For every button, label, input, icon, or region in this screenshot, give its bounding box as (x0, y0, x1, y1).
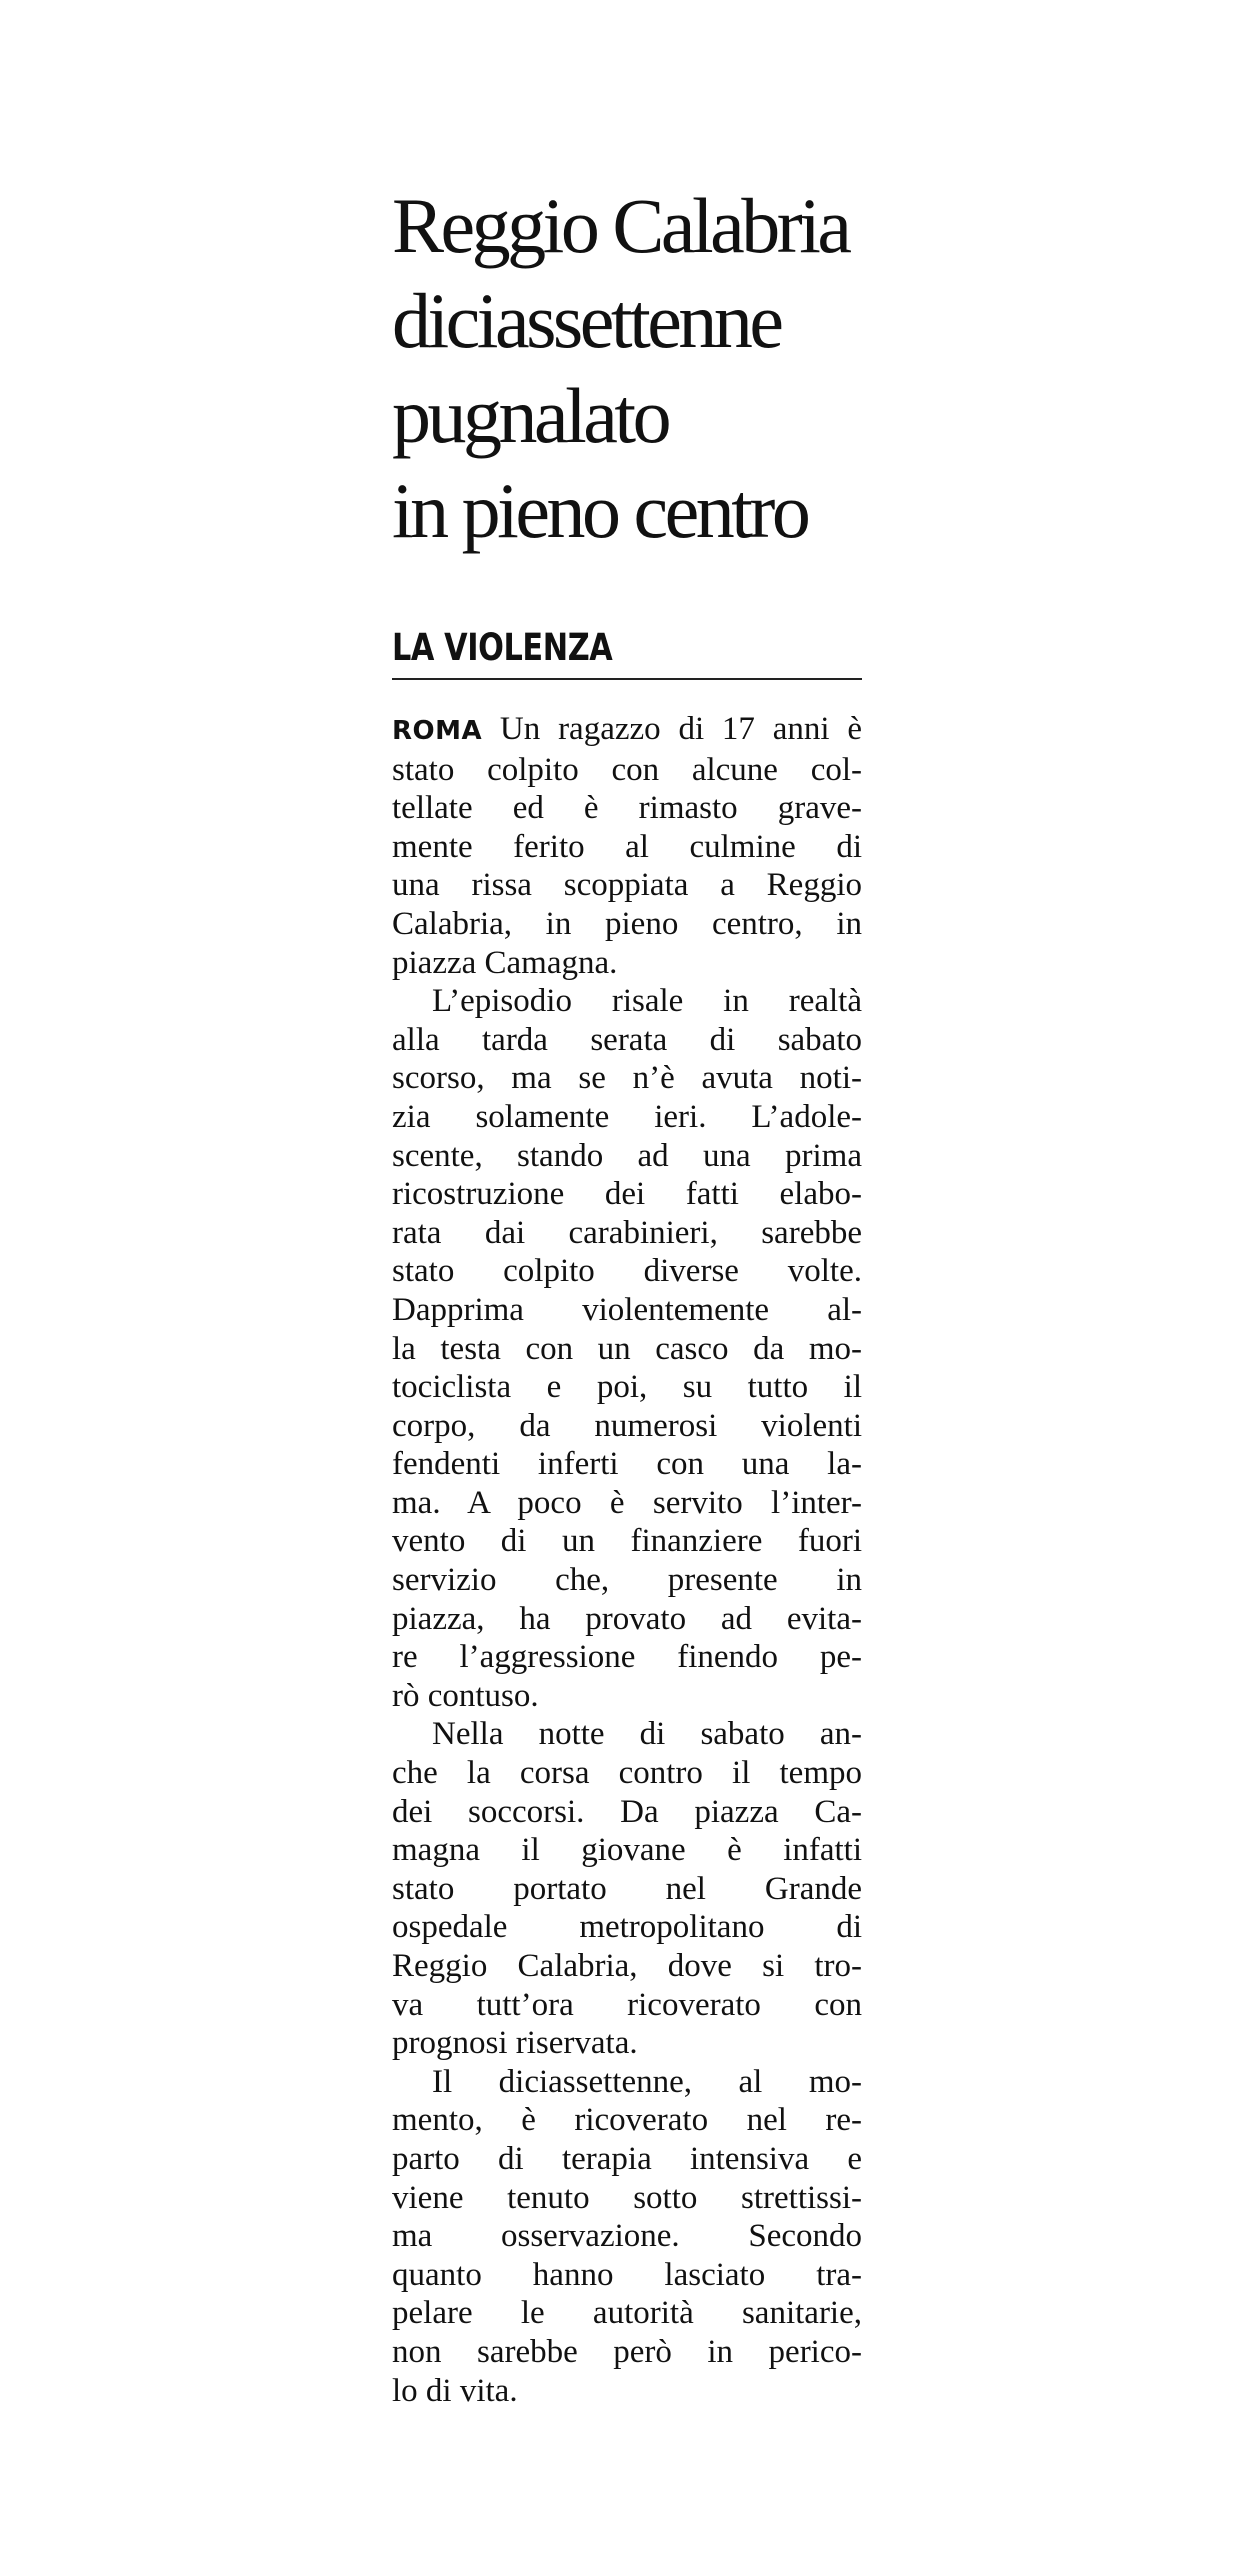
text-line: Nella notte di sabato an- (432, 1716, 862, 1753)
text-line: pelare le autorità sanitarie, (392, 2295, 862, 2332)
kicker-rule (392, 624, 862, 680)
text-line: magna il giovane è infatti (392, 1832, 862, 1869)
text-line: tellate ed è rimasto grave- (392, 790, 862, 827)
text-line: piazza, ha provato ad evita- (392, 1600, 862, 1637)
headline-line: in pieno centro (392, 467, 808, 554)
headline-line: pugnalato (392, 372, 669, 459)
article (392, 178, 862, 2410)
text-line: tociclista e poi, su tutto il (392, 1369, 862, 1406)
text-line: lo di vita. (392, 2372, 518, 2409)
text-line: rata dai carabinieri, sarebbe (392, 1214, 862, 1251)
text-line: zia solamente ieri. L’adole- (392, 1098, 862, 1135)
paragraph (392, 710, 862, 982)
text-line: viene tenuto sotto strettissi- (392, 2179, 862, 2216)
text-line: ma osservazione. Secondo (392, 2218, 862, 2255)
text-line: Il diciassettenne, al mo- (432, 2063, 862, 2100)
headline-line: Reggio Calabria (392, 182, 849, 269)
text-line: ospedale metropolitano di (392, 1909, 862, 1946)
text-line: dei soccorsi. Da piazza Ca- (392, 1793, 862, 1830)
text-line: Reggio Calabria, dove si tro- (392, 1948, 862, 1984)
text-line: parto di terapia intensiva e (392, 2140, 862, 2177)
headline-line: diciassettenne (392, 277, 781, 364)
text-line: Calabria, in pieno centro, in (392, 905, 862, 942)
text-line: rò contuso. (392, 1677, 539, 1714)
text-line: L’episodio risale in realtà (432, 983, 862, 1020)
text-line: Un ragazzo di 17 anni è (482, 711, 862, 747)
text-line: alla tarda serata di sabato (392, 1021, 862, 1058)
text-line: prognosi riservata. (392, 2025, 638, 2062)
text-line: servizio che, presente in (392, 1562, 862, 1599)
text-line: ma. A poco è servito l’inter- (392, 1484, 862, 1521)
text-line (392, 710, 862, 751)
text-line: scente, stando ad una prima (392, 1137, 862, 1174)
text-line: mente ferito al culmine di (392, 828, 862, 865)
paragraph (392, 982, 862, 1715)
headline (392, 178, 862, 558)
text-line: va tutt’ora ricoverato con (392, 1986, 862, 2023)
text-line: fendenti inferti con una la- (392, 1446, 862, 1483)
text-line: stato colpito diverse volte. (392, 1253, 862, 1290)
text-line: che la corsa contro il tempo (392, 1755, 862, 1792)
text-line: mento, è ricoverato nel re- (392, 2102, 862, 2139)
text-line: quanto hanno lasciato tra- (392, 2256, 862, 2293)
text-line: una rissa scoppiata a Reggio (392, 867, 862, 904)
text-line: scorso, ma se n’è avuta noti- (392, 1060, 862, 1097)
text-line: piazza Camagna. (392, 944, 618, 981)
text-line: la testa con un casco da mo- (392, 1330, 862, 1367)
text-line: corpo, da numerosi violenti (392, 1407, 862, 1444)
text-line: Dapprima violentemente al- (392, 1291, 862, 1328)
article-body (392, 710, 862, 2410)
text-line: ricostruzione dei fatti elabo- (392, 1176, 862, 1213)
paragraph (392, 1715, 862, 2062)
section-kicker: LA VIOLENZA (392, 626, 613, 669)
text-line: stato colpito con alcune col- (392, 751, 862, 788)
text-line: vento di un finanziere fuori (392, 1523, 862, 1560)
dateline: ROMA (392, 716, 483, 746)
text-line: re l’aggressione finendo pe- (392, 1639, 862, 1676)
text-line: non sarebbe però in perico- (392, 2333, 862, 2370)
text-line: stato portato nel Grande (392, 1870, 862, 1907)
paragraph (392, 2063, 862, 2410)
